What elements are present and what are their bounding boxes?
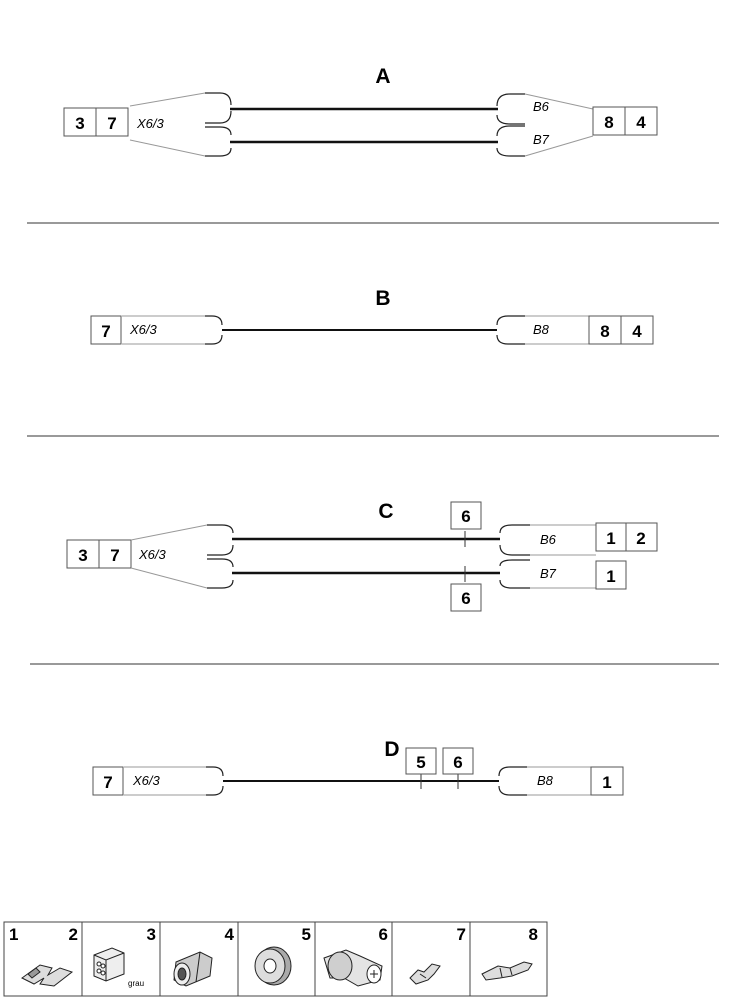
box-number: 3: [78, 546, 88, 565]
section-title: B: [375, 287, 391, 310]
wire-label: B8: [533, 322, 549, 337]
connector-housing-icon: [94, 948, 124, 981]
part-number: 2: [68, 925, 78, 944]
section-title: D: [384, 738, 400, 761]
wire-label: B7: [540, 566, 556, 581]
part-number: 6: [378, 925, 388, 944]
left-label: X6/3: [137, 116, 164, 131]
box-number: 4: [632, 322, 642, 341]
part-number: 3: [146, 925, 156, 944]
part-number: 8: [528, 925, 538, 944]
box-number: 8: [600, 322, 610, 341]
box-number: 7: [110, 546, 120, 565]
part-number: 7: [456, 925, 466, 944]
part-caption: grau: [128, 979, 145, 988]
box-number: 7: [107, 114, 117, 133]
left-label: X6/3: [139, 547, 166, 562]
box-number: 1: [606, 567, 616, 586]
left-connector: [64, 108, 128, 136]
part-number: 5: [301, 925, 311, 944]
marker-number: 6: [453, 753, 463, 772]
marker-number: 6: [461, 589, 471, 608]
wire-label: B8: [537, 773, 553, 788]
box-number: 1: [602, 773, 612, 792]
left-label: X6/3: [130, 322, 157, 337]
wire-label: B7: [533, 132, 549, 147]
box-number: 4: [636, 113, 646, 132]
wire-label: B6: [540, 532, 556, 547]
section-b: [91, 287, 653, 344]
left-label: X6/3: [133, 773, 160, 788]
box-number: 3: [75, 114, 85, 133]
box-number: 7: [101, 322, 111, 341]
section-c: [67, 500, 657, 611]
parts-legend: [4, 922, 547, 996]
section-d: [93, 738, 623, 795]
section-title: C: [378, 500, 394, 523]
marker-number: 5: [416, 753, 426, 772]
marker-number: 6: [461, 507, 471, 526]
part-number: 4: [224, 925, 234, 944]
box-number: 1: [606, 529, 616, 548]
wire-label: B6: [533, 99, 549, 114]
grommet-icon: [255, 947, 291, 985]
box-number: 8: [604, 113, 614, 132]
section-a: [64, 65, 657, 156]
box-number: 7: [103, 773, 113, 792]
section-title: A: [375, 65, 391, 88]
part-number: 1: [9, 925, 19, 944]
box-number: 2: [636, 529, 646, 548]
